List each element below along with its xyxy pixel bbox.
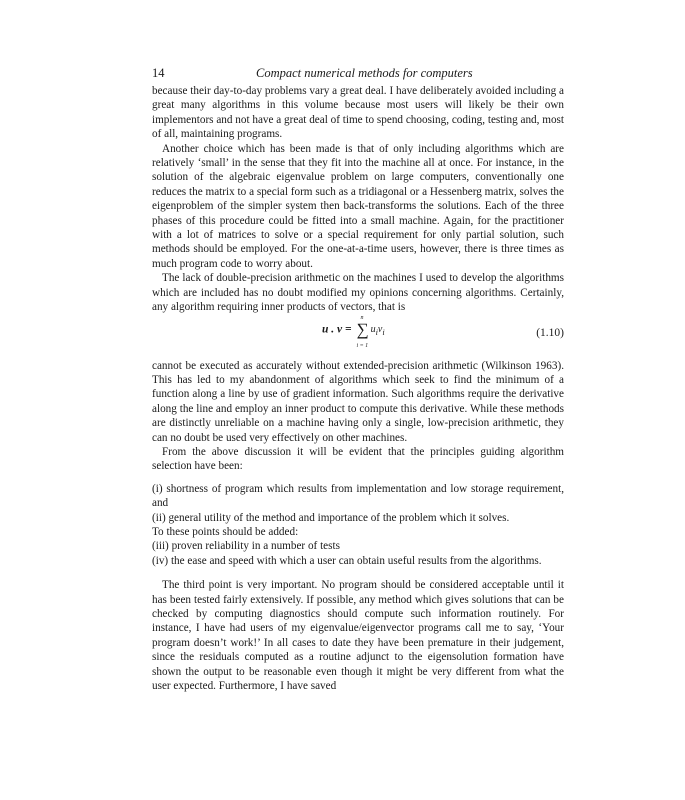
term-v: v [377, 324, 383, 336]
equation-lhs: u . v = [322, 323, 352, 336]
summation-sign: ∑ n i = 1 [356, 323, 368, 337]
criteria-item: (ii) general utility of the method and importance of the problem which it solves. [152, 511, 510, 524]
spacer [152, 474, 564, 482]
equation-term [370, 324, 385, 338]
page-number: 14 [152, 66, 165, 80]
term-v-subscript: i [382, 328, 385, 338]
spacer [152, 568, 564, 578]
criteria-item: To these points should be added: [152, 525, 299, 538]
paragraph-double-precision: The lack of double-precision arithmetic on the machines I used to develop the algorithms which are included has no doubt modified my opinions concerning algorithms. Certainly, any algorithm requiring inner products of vectors, that is [152, 272, 564, 314]
equation-body [322, 314, 385, 349]
page-header [152, 62, 564, 84]
criteria-item: (iv) the ease and speed with which a user can obtain useful results from the algorithms. [152, 554, 542, 567]
paragraph-extended-precision: cannot be executed as accurately without extended-precision arithmetic (Wilkinson 1963). This has led to my abandonment of algorithms which seek to find the minimum of a function along a line by use of gradient information. Such algorithms require the derivative along the line and employ an inner product to compute this derivative. While these methods are distinctly unreliable on a machine having only a single, low-precision arithmetic, they can no doubt be used very effectively on other machines. [152, 359, 564, 444]
paragraph-small-algorithms: Another choice which has been made is that of only including algorithms which are relatively ‘small’ in the sense that they fit into the machine all at once. For instance, in the solution of the algebraic eigenvalue problem on large computers, conventionally one reduces the matrix to a special form such as a tridiagonal or a Hessenberg matrix, solves the eigenproblem of the simpler system then back-transforms the solutions. Each of the three phases of this procedure could be fitted into a small machine. Again, for the practitioner with a lot of matrices to solve or a special requirement for only partial solution, such methods should be employed. For the one-at-a-time users, however, there is three times as much program code to worry about. [152, 142, 564, 270]
term-u: u [370, 324, 376, 336]
sum-lower-limit: i = 1 [356, 342, 369, 349]
paragraph-continuation: because their day-to-day problems vary a great deal. I have deliberately avoided including a great many algorithms in this volume because most users will likely be their own implementors and not have a great deal of time to spend choosing, coding, testing and, most of all, maintaining programs. [152, 85, 564, 141]
term-u-subscript: i [375, 328, 378, 338]
equation-number: (1.10) [536, 326, 564, 339]
paragraph-principles: From the above discussion it will be evident that the principles guiding algorithm selection have been: [152, 445, 564, 473]
running-title: Compact numerical methods for computers [256, 66, 473, 80]
sum-upper-limit: n [360, 314, 364, 321]
criteria-list [152, 482, 564, 568]
paragraph-reliability: The third point is very important. No program should be considered acceptable until it has been tested fairly extensively. If possible, any method which gives solutions that can be checked by computing diagnostics should compute such information routinely. For instance, I have had users of my eigenvalue/eigenvector programs call me to say, ‘Your program doesn’t work!’ In all cases to date they have been premature in their judgement, since the residuals computed as a routine adjunct to the eigensolution formation have shown the output to be reasonable even though it might be very different from what the user expected. Furthermore, I have saved [152, 579, 564, 693]
equation-1-10 [152, 315, 564, 359]
criteria-item: (i) shortness of program which results from implementation and low storage requirement, and [152, 482, 564, 510]
book-page [152, 62, 564, 693]
criteria-item: (iii) proven reliability in a number of tests [152, 540, 340, 553]
